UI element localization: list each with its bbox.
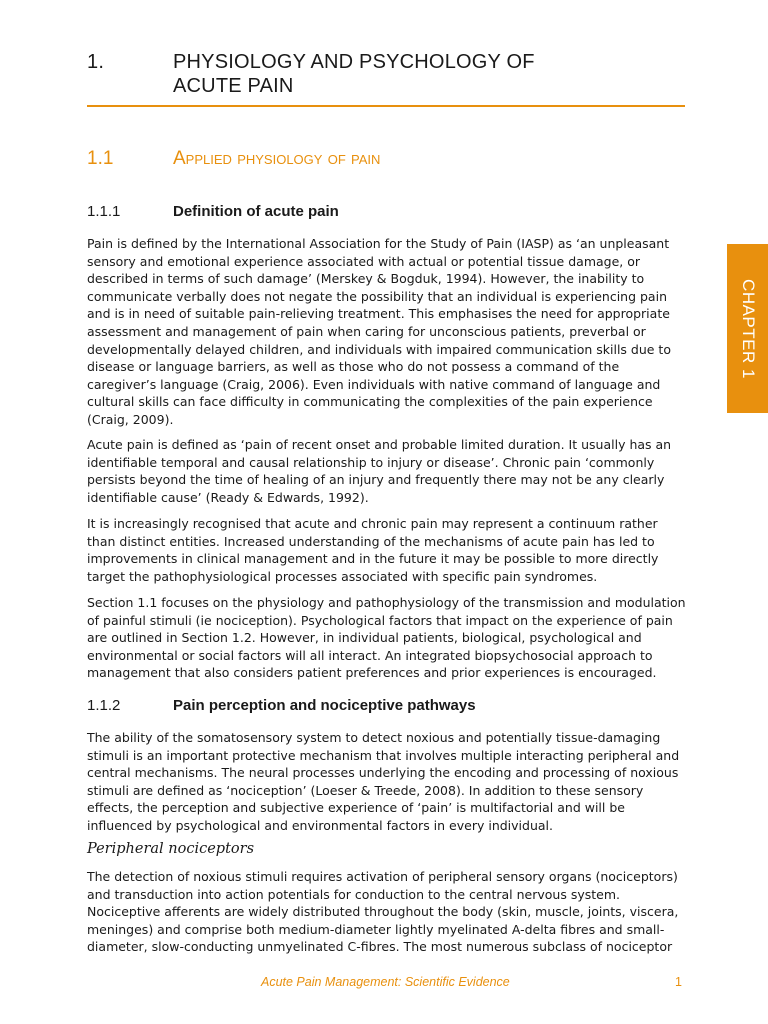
paragraph: It is increasingly recognised that acute and chronic pain may represent a continuum rather than distinct entities. Increased understanding of the mechanisms of acute pain has led to improvements in clinical management and in the future it may be possible to more directly target the pathophysiological processes associated with specific pain syndromes.	[87, 516, 659, 584]
chapter-number: 1.	[87, 51, 105, 73]
chapter-divider	[87, 105, 685, 107]
paragraph: Pain is defined by the International Association for the Study of Pain (IASP) as ‘an unpleasant sensory and emotional experience associated with actual or potential tissue damage, or described in terms of such damage’ (Merskey & Bogduk, 1994). However, the inability to communicate verbally does not negate the possibility that an individual is experiencing pain and is in need of suitable pain-relieving treatment. This emphasises the need for appropriate assessment and management of pain when caring for unconscious patients, preverbal or developmentally delayed children, and individuals with impaired communication skills due to disease or language barriers, as well as those who do not possess a command of the caregiver’s language (Craig, 2006). Even individuals with native command of language and cultural skills can face difficulty in communicating the complexities of the pain experience (Craig, 2009).	[87, 236, 671, 427]
italic-subheading: Peripheral nociceptors	[87, 841, 255, 857]
paragraph: The ability of the somatosensory system to detect noxious and potentially tissue-damaging stimuli is an important protective mechanism that involves multiple interacting peripheral and central mechanisms. The neural processes underlying the encoding and processing of noxious stimuli are defined as ‘nociception’ (Loeser & Treede, 2008). In addition to these sensory effects, the perception and subjective experience of ‘pain’ is multifactorial and will be influenced by psychological and environmental factors in every individual.	[87, 730, 680, 833]
paragraph: Section 1.1 focuses on the physiology and pathophysiology of the transmission and modulation of painful stimuli (ie nociception). Psychological factors that impact on the experience of pain are outlined in Section 1.2. However, in individual patients, biological, psychological and environmental or social factors will all interact. An integrated biopsychosocial approach to management that also considers patient preferences and prior experiences is encouraged.	[87, 595, 686, 681]
chapter-tab-label: CHAPTER 1	[738, 278, 758, 379]
footer-title: Acute Pain Management: Scientific Evidence	[261, 975, 510, 989]
subsection-number: 1.1.2	[87, 697, 121, 714]
chapter-title: PHYSIOLOGY AND PSYCHOLOGY OF ACUTE PAIN	[173, 51, 535, 97]
subsection-title: Pain perception and nociceptive pathways	[173, 697, 476, 714]
subsection-number: 1.1.1	[87, 203, 121, 220]
subsection-title: Definition of acute pain	[173, 203, 339, 220]
page-number: 1	[675, 975, 682, 989]
section-title: Applied physiology of pain	[173, 148, 381, 169]
paragraph: Acute pain is defined as ‘pain of recent onset and probable limited duration. It usually has an identifiable temporal and causal relationship to injury or disease’. Chronic pain ‘commonly persists beyond the time of healing of an injury and frequently there may not be any clearly identifiable cause’ (Ready & Edwards, 1992).	[87, 437, 672, 505]
section-number: 1.1	[87, 148, 114, 169]
paragraph: The detection of noxious stimuli requires activation of peripheral sensory organs (nociceptors) and transduction into action potentials for conduction to the central nervous system. Nociceptive afferents are widely distributed throughout the body (skin, muscle, joints, viscera, meninges) and comprise both medium-diameter lightly myelinated A-delta fibres and small-diameter, slow-conducting unmyelinated C-fibres. The most numerous subclass of nociceptor	[87, 869, 679, 955]
chapter-side-tab	[727, 244, 768, 413]
